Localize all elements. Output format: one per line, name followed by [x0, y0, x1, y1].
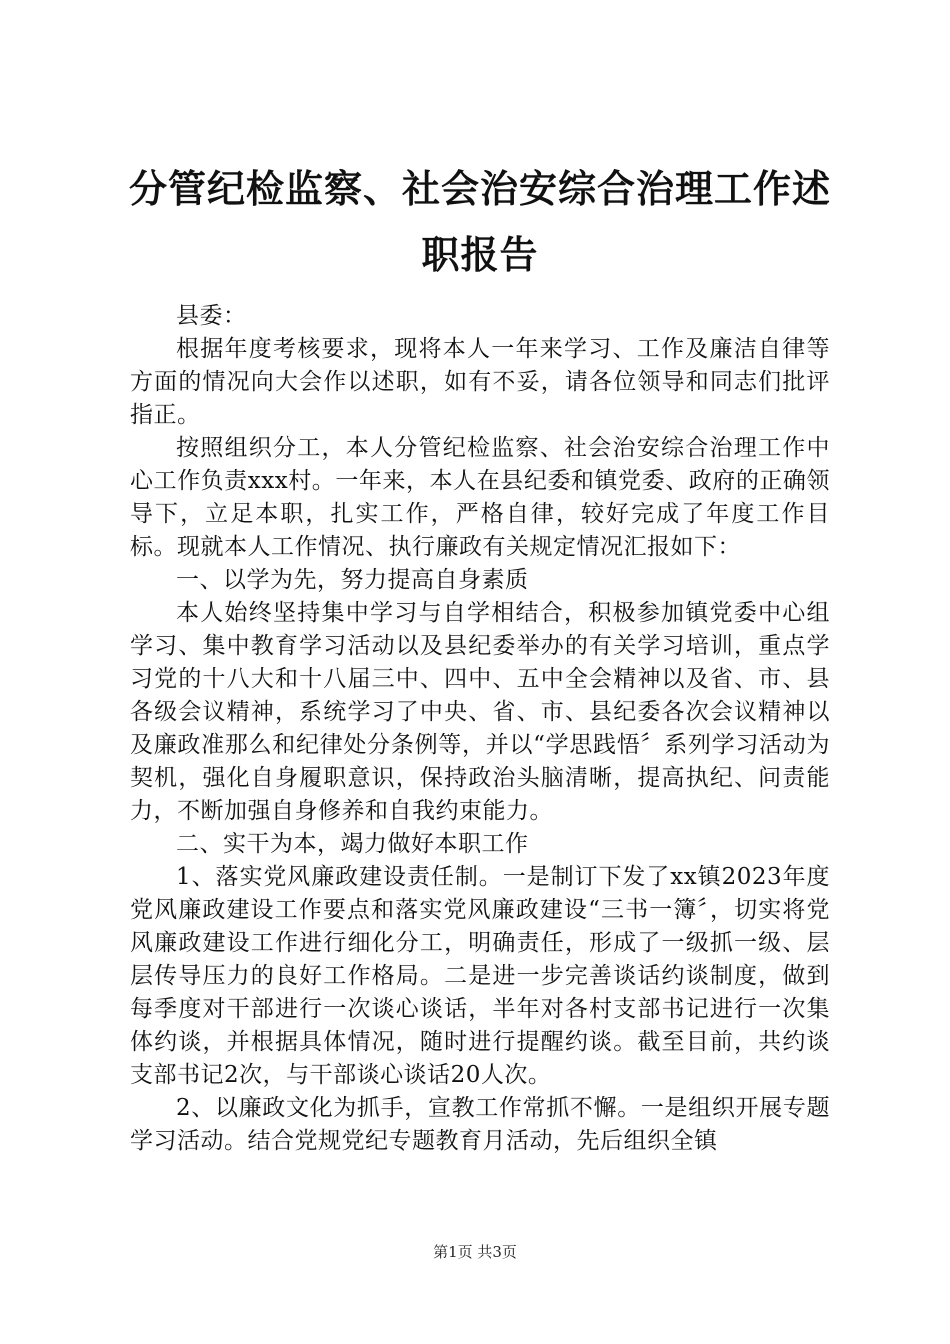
page-number-footer: 第1页 共3页 [433, 1243, 517, 1261]
paragraph-item-2: 2、以廉政文化为抓手，宣教工作常抓不懈。一是组织开展专题学习活动。结合党规党纪专题教育月活动，先后组织全镇 [130, 1095, 830, 1154]
document-title: 分管纪检监察、社会治安综合治理工作述职报告 [128, 167, 831, 277]
paragraph-intro: 根据年度考核要求，现将本人一年来学习、工作及廉洁自律等方面的情况向大会作以述职，如有不妥，请各位领导和同志们批评指正。 [130, 336, 830, 428]
document-body [130, 300, 830, 1158]
section-heading-2: 二、实干为本，竭力做好本职工作 [176, 831, 529, 857]
paragraph-overview: 按照组织分工，本人分管纪检监察、社会治安综合治理工作中心工作负责xxx村。一年来，本人在县纪委和镇党委、政府的正确领导下，立足本职，扎实工作，严格自律，较好完成了年度工作目标。现就本人工作情况、执行廉政有关规定情况汇报如下： [130, 435, 830, 560]
salutation: 县委： [176, 303, 247, 329]
paragraph-study: 本人始终坚持集中学习与自学相结合，积极参加镇党委中心组学习、集中教育学习活动以及县纪委举办的有关学习培训，重点学习党的十八大和十八届三中、四中、五中全会精神以及省、市、县各级会议精神，系统学习了中央、省、市、县纪委各次会议精神以及廉政准那么和纪律处分条例等，并以“学思践悟〞系列学习活动为契机，强化自身履职意识，保持政治头脑清晰，提高执纪、问责能力，不断加强自身修养和自我约束能力。 [130, 600, 830, 824]
paragraph-item-1: 1、落实党风廉政建设责任制。一是制订下发了xx镇2023年度党风廉政建设工作要点和落实党风廉政建设“三书一簿〞，切实将党风廉政建设工作进行细化分工，明确责任，形成了一级抓一级、层层传导压力的良好工作格局。二是进一步完善谈话约谈制度，做到每季度对干部进行一次谈心谈话，半年对各村支部书记进行一次集体约谈，并根据具体情况，随时进行提醒约谈。截至目前，共约谈支部书记2次，与干部谈心谈话20人次。 [130, 864, 830, 1088]
section-heading-1: 一、以学为先，努力提高自身素质 [176, 567, 529, 593]
